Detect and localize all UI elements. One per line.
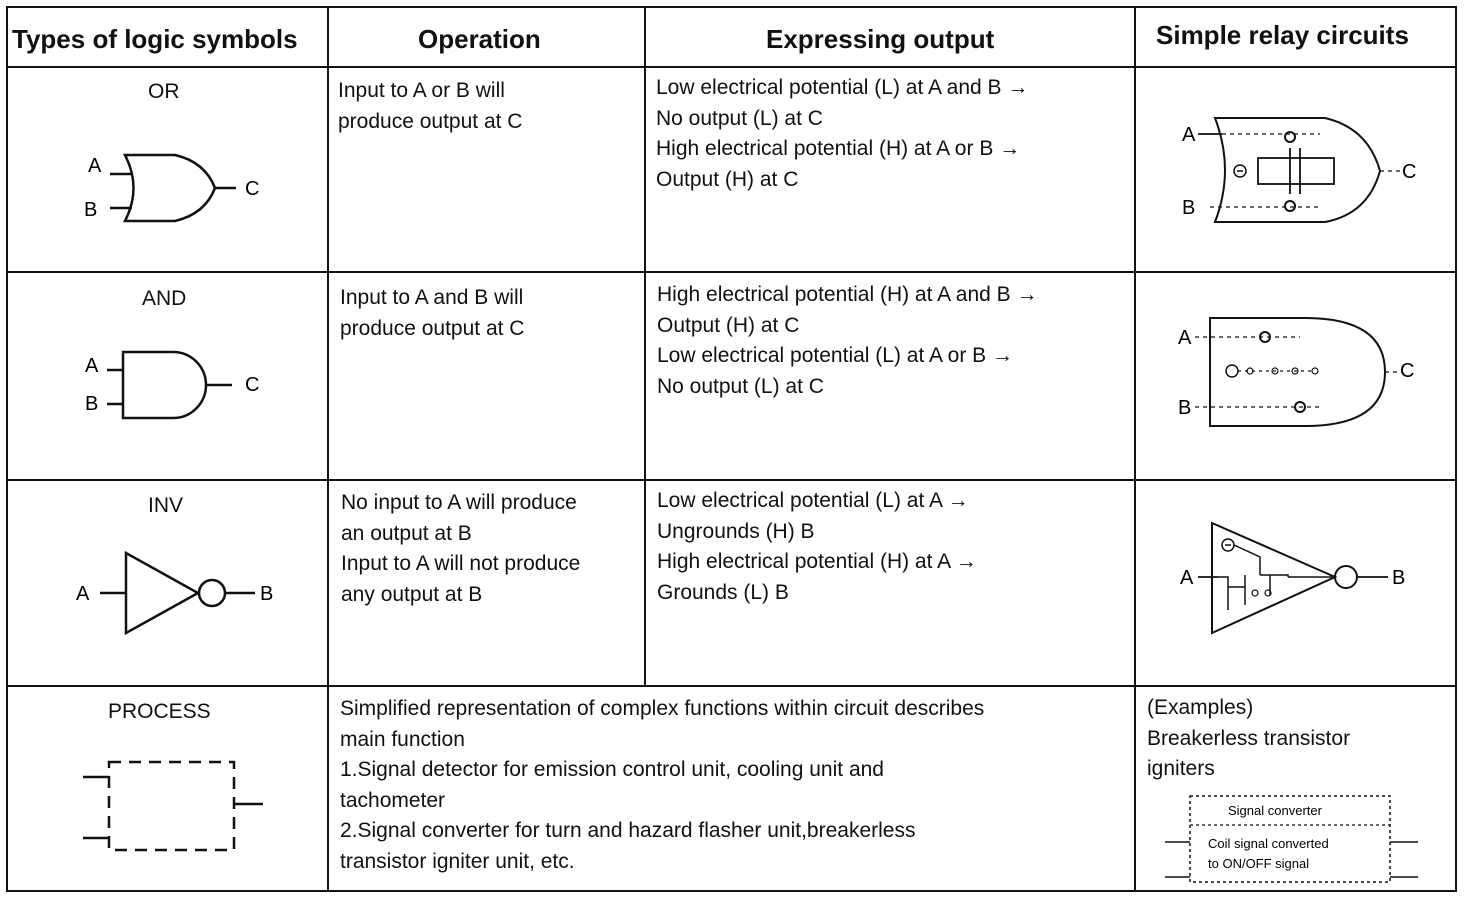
and-relay-pin-c: C	[1400, 360, 1415, 382]
or-pin-b: B	[84, 199, 98, 221]
inv-relay-pin-a: A	[1180, 567, 1194, 589]
and-pin-c: C	[245, 374, 260, 396]
and-gate-symbol	[70, 340, 280, 430]
header-operation: Operation	[418, 24, 541, 54]
signal-converter-title: Signal converter	[1228, 803, 1322, 818]
process-label: PROCESS	[108, 700, 211, 723]
process-description: Simplified representation of complex functions within circuit describes main function 1.Signal detector for emission control unit, cooling unit and tachometer 2.Signal converter for turn and hazard flasher unit,breakerless transistor igniter unit, etc.	[340, 697, 985, 873]
inv-relay-pin-b: B	[1392, 567, 1406, 589]
signal-converter-diagram	[1160, 793, 1425, 885]
table-border-right	[1455, 6, 1457, 892]
or-pin-a: A	[88, 155, 102, 177]
table-border-bottom	[6, 890, 1457, 892]
signal-converter-line1: Coil signal converted	[1208, 836, 1329, 851]
inv-pin-b: B	[260, 583, 274, 605]
inv-label: INV	[148, 494, 184, 517]
inv-pin-a: A	[76, 583, 90, 605]
or-relay-pin-b: B	[1182, 197, 1196, 219]
column-divider	[327, 6, 329, 892]
and-relay-pin-a: A	[1178, 327, 1192, 349]
and-pin-a: A	[85, 355, 99, 377]
or-operation: Input to A or B will produce output at C	[338, 79, 523, 133]
header-types: Types of logic symbols	[12, 24, 298, 54]
and-operation: Input to A and B will produce output at C	[340, 286, 525, 340]
or-relay-pin-c: C	[1402, 161, 1417, 183]
column-divider	[1134, 6, 1136, 892]
or-pin-c: C	[245, 178, 260, 200]
and-expressing: High electrical potential (H) at A and B → Output (H) at C Low electrical potential (L) at A or B → No output (L) at C	[657, 283, 1038, 398]
or-label: OR	[148, 80, 180, 103]
header-divider	[6, 66, 1457, 68]
or-relay-pin-a: A	[1182, 124, 1196, 146]
column-divider	[644, 6, 646, 687]
row-divider	[6, 685, 1457, 687]
signal-converter-line2: to ON/OFF signal	[1208, 856, 1310, 871]
or-relay-circuit	[1150, 110, 1440, 230]
inverter-symbol	[70, 545, 290, 640]
table-border-left	[6, 6, 8, 892]
or-expressing: Low electrical potential (L) at A and B → No output (L) at C High electrical potential (H) at A or B → Output (H) at C	[656, 76, 1029, 191]
inv-expressing: Low electrical potential (L) at A → Ungrounds (H) B High electrical potential (H) at A → Grounds (L) B	[657, 489, 977, 604]
header-relay: Simple relay circuits	[1156, 20, 1409, 50]
header-expressing: Expressing output	[766, 24, 995, 54]
and-pin-b: B	[85, 393, 99, 415]
and-relay-circuit	[1150, 310, 1440, 435]
and-label: AND	[142, 287, 187, 310]
process-box-symbol	[75, 752, 275, 862]
row-divider	[6, 479, 1457, 481]
row-divider	[6, 271, 1457, 273]
or-gate-symbol	[70, 140, 280, 240]
inv-relay-circuit	[1150, 515, 1440, 640]
and-relay-pin-b: B	[1178, 397, 1192, 419]
process-examples: (Examples) Breakerless transistor igniters	[1147, 696, 1351, 780]
inv-operation: No input to A will produce an output at B Input to A will not produce any output at B	[341, 491, 581, 606]
table-border-top	[6, 6, 1457, 8]
